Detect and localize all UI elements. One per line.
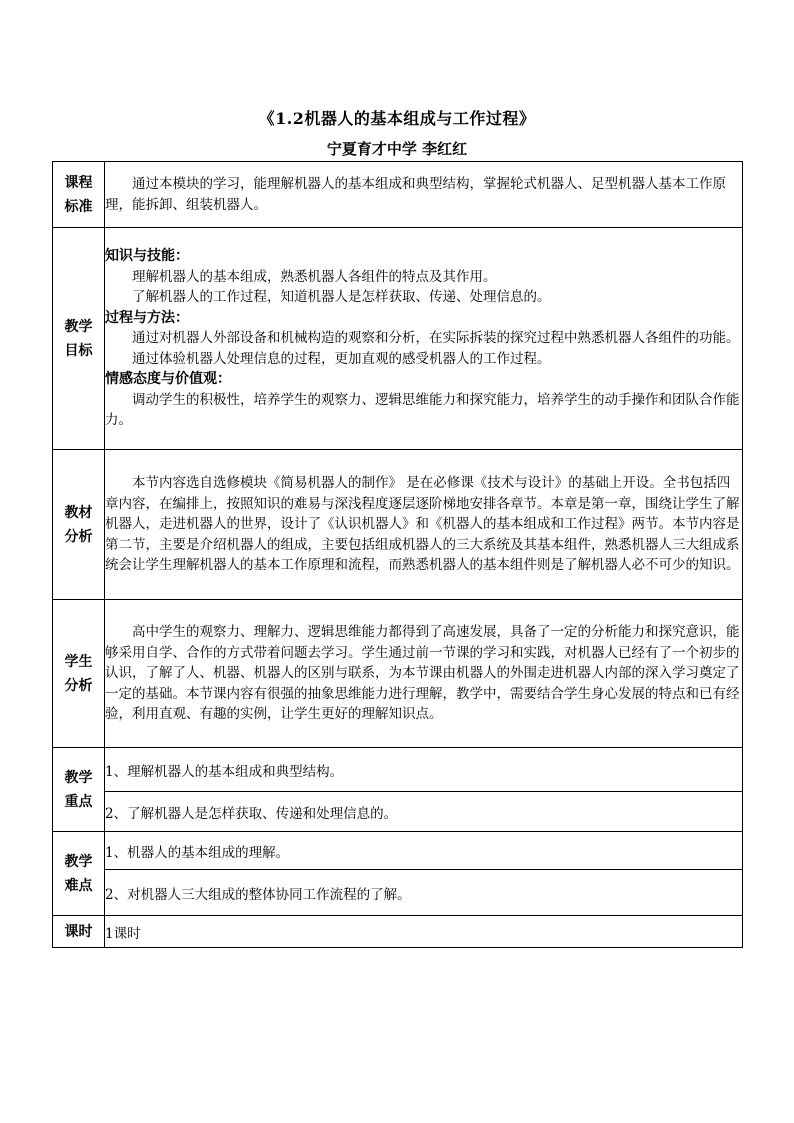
process-item: 通过对机器人外部设备和机械构造的观察和分析，在实际拆装的探究过程中熟悉机器人各组件的功能。 [132,330,740,347]
key-point-item: 2、了解机器人是怎样获取、传递和处理信息的。 [105,792,743,832]
row-material-analysis [53,450,743,600]
class-hours-value: 1课时 [105,916,743,948]
lesson-plan-table [52,161,743,948]
difficulty-item: 2、对机器人三大组成的整体协同工作流程的了解。 [105,870,743,916]
process-item: 通过体验机器人处理信息的过程，更加直观的感受机器人的工作过程。 [132,350,551,367]
row-difficulty-2 [53,870,743,916]
label-teaching-objectives: 教学 目标 [53,228,105,450]
knowledge-item: 理解机器人的基本组成，熟悉机器人各组件的特点及其作用。 [132,268,497,285]
key-point-item: 1、理解机器人的基本组成和典型结构。 [105,748,743,792]
content-course-standard [105,162,743,228]
label-class-hours: 课时 [53,916,105,948]
material-analysis-text: 本节内容选自选修模块《简易机器人的制作》 是在必修课《技术与设计》的基础上开设。全书包括四章内容，在编排上，按照知识的难易与深浅程度逐层逐阶梯地安排各章节。本章是第一章，围绕让学生了解机器人，走进机器人的世界，设计了《认识机器人》和《机器人的基本组成和工作过程》两节。本节内容是第二节，主要是介绍机器人的组成，主要包括组成机器人的三大系统及其基本组件，熟悉机器人三大组成系统会让学生理解机器人的基本工作原理和流程，而熟悉机器人的基本组件则是了解机器人必不可少的知识。 [105,475,740,574]
label-difficulties: 教学 难点 [53,832,105,916]
row-course-standard [53,162,743,228]
difficulty-item: 1、机器人的基本组成的理解。 [105,832,743,870]
attitude-heading: 情感态度与价值观： [105,371,231,388]
student-analysis-text: 高中学生的观察力、理解力、逻辑思维能力都得到了高速发展，具备了一定的分析能力和探究意识，能够采用自学、合作的方式带着问题去学习。学生通过前一节课的学习和实践，对机器人已经有了一个初步的认识，了解了人、机器、机器人的区别与联系，为本节课由机器人的外围走进机器人内部的深入学习奠定了一定的基础。本节课内容有很强的抽象思维能力进行理解，教学中，需要结合学生身心发展的特点和已有经验，利用直观、有趣的实例，让学生更好的理解知识点。 [105,624,740,723]
row-class-hours [53,916,743,948]
content-teaching-objectives [105,228,743,450]
row-key-point-1 [53,748,743,792]
author-line: 宁夏育才中学 李红红 [326,140,468,158]
label-student-analysis: 学生 分析 [53,600,105,748]
label-course-standard: 课程 标准 [53,162,105,228]
row-teaching-objectives [53,228,743,450]
page-title: 《1.2机器人的基本组成与工作过程》 [258,109,536,128]
course-standard-text: 通过本模块的学习，能理解机器人的基本组成和典型结构，掌握轮式机器人、足型机器人基本工作原理，能拆卸、组装机器人。 [105,176,726,213]
label-key-points: 教学 重点 [53,748,105,832]
attitude-item: 调动学生的积极性，培养学生的观察力、逻辑思维能力和探究能力，培养学生的动手操作和团队合作能力。 [105,391,740,429]
row-difficulty-1 [53,832,743,870]
knowledge-item: 了解机器人的工作过程，知道机器人是怎样获取、传递、处理信息的。 [132,289,551,306]
content-student-analysis [105,600,743,748]
process-heading: 过程与方法： [105,309,189,326]
knowledge-heading: 知识与技能： [105,248,189,265]
label-material-analysis: 教材 分析 [53,450,105,600]
content-material-analysis [105,450,743,600]
row-student-analysis [53,600,743,748]
row-key-point-2 [53,792,743,832]
